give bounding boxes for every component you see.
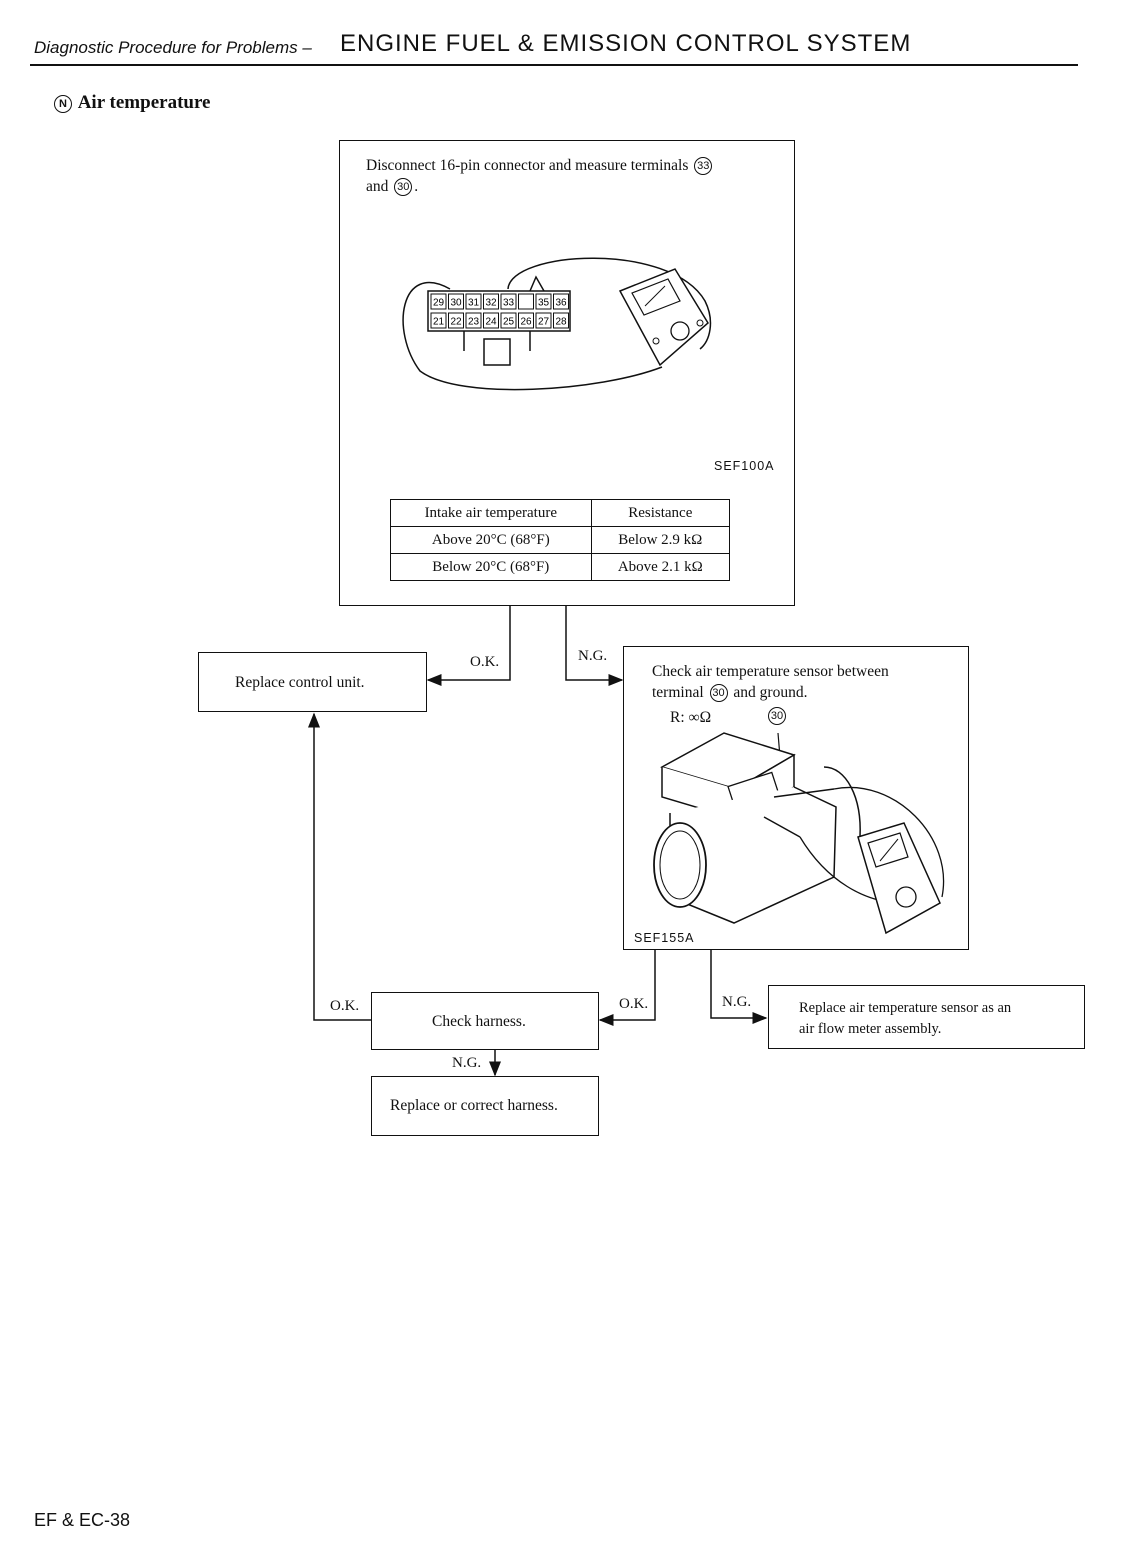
connector-pin-label: 21: [432, 316, 445, 328]
terminal-30-badge: 30: [394, 178, 412, 196]
table-cell: Below 20°C (68°F): [391, 554, 592, 581]
connector-pin-label: 24: [485, 316, 497, 328]
replace-control-unit-text: Replace control unit.: [235, 674, 365, 691]
table-header-row: [391, 500, 730, 527]
air-flow-meter-illustration: [624, 727, 968, 947]
step1-instruction: Disconnect 16-pin connector and measure terminals 33 and 30 .: [366, 155, 786, 197]
table-cell: Above 20°C (68°F): [391, 527, 592, 554]
connector-pin-label: 35: [537, 297, 550, 309]
replace-control-unit-box: [198, 652, 427, 712]
replace-sensor-text: Replace air temperature sensor as an air flow meter assembly.: [799, 1000, 1012, 1037]
branch2-ng-label: N.G.: [722, 994, 752, 1010]
branch1-ng-label: N.G.: [578, 648, 608, 664]
connector-pin-label: 28: [555, 316, 567, 328]
header-system-title: ENGINE FUEL & EMISSION CONTROL SYSTEM: [340, 30, 912, 57]
replace-harness-text: Replace or correct harness.: [390, 1097, 558, 1114]
check-harness-box: [371, 992, 599, 1050]
step2-instruction: Check air temperature sensor between terminal 30 and ground.: [652, 663, 889, 701]
connector-pin-label: 23: [467, 316, 480, 328]
terminal-30-badge: 30: [710, 684, 728, 702]
check-harness-text: Check harness.: [432, 1013, 526, 1030]
connector-pin-label: 36: [555, 297, 567, 309]
table-cell: Below 2.9 kΩ: [591, 527, 729, 554]
step2-box: [623, 646, 969, 950]
table-header-cell: Resistance: [591, 500, 729, 527]
connector-pin: [519, 294, 534, 309]
section-marker: N: [54, 95, 72, 113]
connector-pin-label: 31: [467, 297, 480, 309]
replace-harness-box: [371, 1076, 599, 1136]
multimeter-icon: [620, 269, 708, 365]
table-row: [391, 527, 730, 554]
connector-pin-label: 27: [537, 316, 550, 328]
connector-pin-label: 30: [450, 297, 462, 309]
terminal-30-callout: 30: [766, 707, 788, 725]
figure-code-sef155a: SEF155A: [634, 931, 695, 945]
harness-ng-label: N.G.: [452, 1055, 482, 1071]
connector-pin-label: 22: [450, 316, 462, 328]
page-number: EF & EC-38: [34, 1510, 131, 1530]
branch2-ok-label: O.K.: [619, 996, 649, 1012]
terminal-33-badge: 33: [694, 157, 712, 175]
table-cell: Above 2.1 kΩ: [591, 554, 729, 581]
connector-pin-label: 33: [502, 297, 515, 309]
replace-sensor-box: [768, 985, 1085, 1049]
figure-code-sef100a: SEF100A: [714, 459, 775, 473]
harness-ok-label: O.K.: [330, 998, 360, 1014]
section-title: N Air temperature: [52, 92, 210, 114]
connector-pin-label: 26: [520, 316, 532, 328]
branch1-ok-label: O.K.: [470, 654, 500, 670]
header-section-name: Diagnostic Procedure for Problems –: [34, 38, 312, 57]
multimeter-icon: [858, 823, 940, 933]
table-header-cell: Intake air temperature: [391, 500, 592, 527]
connector-pin-label: 32: [485, 297, 497, 309]
step1-box: [339, 140, 795, 606]
table-row: [391, 554, 730, 581]
resistance-readout: R: ∞Ω: [670, 709, 712, 726]
connector-pin-label: 25: [502, 316, 515, 328]
resistance-spec-table: [390, 499, 730, 581]
connector-pin-label: 29: [432, 297, 445, 309]
